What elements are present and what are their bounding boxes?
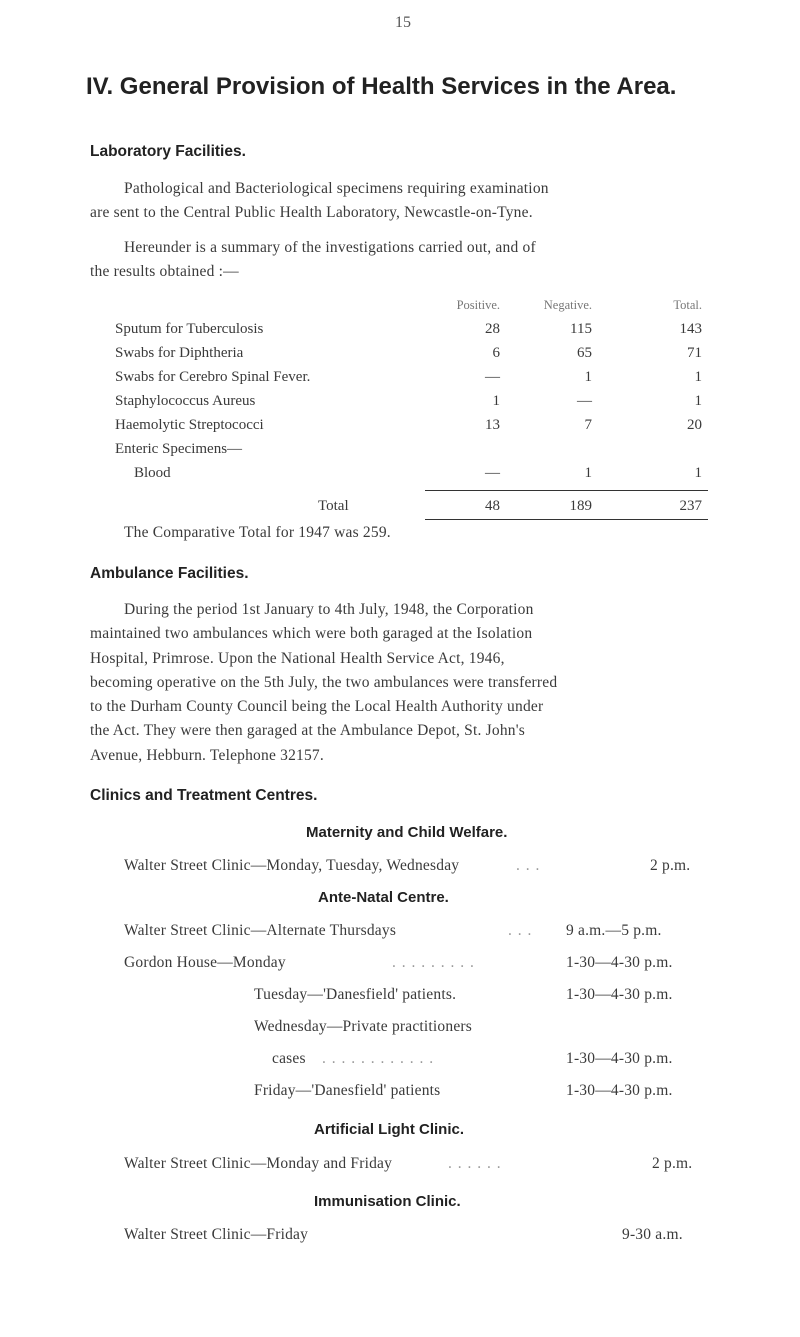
total-rule-bottom [425, 519, 708, 520]
leader-dots: . . . . . . . . . [392, 954, 475, 971]
leader-dots: . . . [508, 922, 533, 939]
table-cell-negative: — [577, 393, 592, 409]
ambulance-line: During the period 1st January to 4th July, 1948, the Corporation [124, 601, 534, 618]
table-cell-total: 1 [694, 369, 702, 385]
ambulance-line: the Act. They were then garaged at the Ambulance Depot, St. John's [90, 722, 525, 739]
maternity-time: 2 p.m. [650, 857, 691, 874]
antenatal-line: Friday—'Danesfield' patients [254, 1082, 441, 1099]
laboratory-heading: Laboratory Facilities. [90, 143, 246, 160]
table-cell-total: 143 [679, 321, 702, 337]
table-cell-positive: 13 [485, 417, 500, 433]
table-cell-positive: 28 [485, 321, 500, 337]
antenatal-line: Walter Street Clinic—Alternate Thursdays [124, 922, 397, 939]
table-row-label: Haemolytic Streptococci [115, 417, 264, 433]
table-cell-negative: 1 [584, 369, 592, 385]
antenatal-line: cases [272, 1050, 306, 1067]
col-positive: Positive. [456, 298, 500, 312]
col-negative: Negative. [543, 298, 592, 312]
table-row-label: Swabs for Diphtheria [115, 345, 244, 361]
antenatal-time: 1-30—4-30 p.m. [566, 1050, 673, 1067]
ambulance-line: maintained two ambulances which were both garaged at the Isolation [90, 625, 533, 642]
lab-para1-line1: Pathological and Bacteriological specimens requiring examination [124, 180, 549, 197]
maternity-heading: Maternity and Child Welfare. [306, 824, 508, 841]
total-negative: 189 [569, 498, 592, 514]
ambulance-heading: Ambulance Facilities. [90, 565, 249, 582]
table-cell-positive: — [485, 465, 500, 481]
lab-para2-line2: the results obtained :— [90, 263, 239, 280]
ambulance-line: becoming operative on the 5th July, the two ambulances were transferred [90, 674, 558, 691]
ambulance-line: Avenue, Hebburn. Telephone 32157. [90, 747, 324, 764]
immunisation-heading: Immunisation Clinic. [314, 1193, 461, 1210]
table-cell-total: 1 [694, 393, 702, 409]
antenatal-time: 1-30—4-30 p.m. [566, 1082, 673, 1099]
total-rule-top [425, 490, 708, 491]
leader-dots: . . . . . . . . . . . . [322, 1050, 435, 1067]
table-row-label: Swabs for Cerebro Spinal Fever. [115, 369, 311, 385]
leader-dots: . . . [516, 857, 541, 874]
table-cell-total: 1 [694, 465, 702, 481]
total-positive: 48 [485, 498, 500, 514]
table-row-label: Enteric Specimens— [115, 441, 243, 457]
col-total: Total. [673, 298, 702, 312]
table-cell-negative: 7 [584, 417, 592, 433]
page-number: 15 [395, 14, 411, 31]
leader-dots: . . . . . . [448, 1155, 502, 1172]
immunisation-line: Walter Street Clinic—Friday [124, 1226, 309, 1243]
lab-para2-line1: Hereunder is a summary of the investigations carried out, and of [124, 239, 536, 256]
table-cell-total: 20 [687, 417, 702, 433]
antenatal-heading: Ante-Natal Centre. [318, 889, 449, 906]
table-row-label: Sputum for Tuberculosis [115, 321, 264, 337]
lab-para1-line2: are sent to the Central Public Health Laboratory, Newcastle-on-Tyne. [90, 204, 533, 221]
antenatal-time: 9 a.m.—5 p.m. [566, 922, 662, 939]
table-cell-negative: 65 [577, 345, 592, 361]
clinics-heading: Clinics and Treatment Centres. [90, 787, 318, 804]
table-cell-total: 71 [687, 345, 702, 361]
table-cell-negative: 1 [584, 465, 592, 481]
antenatal-time: 1-30—4-30 p.m. [566, 954, 673, 971]
total-total: 237 [679, 498, 702, 514]
ambulance-line: to the Durham County Council being the Local Health Authority under [90, 698, 544, 715]
artificial-light-heading: Artificial Light Clinic. [314, 1121, 465, 1138]
table-cell-negative: 115 [570, 321, 592, 337]
table-cell-positive: 6 [492, 345, 500, 361]
table-cell-positive: 1 [492, 393, 500, 409]
table-row-label: Blood [134, 465, 171, 481]
total-label: Total [318, 498, 349, 514]
table-cell-positive: — [485, 369, 500, 385]
artificial-light-time: 2 p.m. [652, 1155, 693, 1172]
comparative-total: The Comparative Total for 1947 was 259. [124, 524, 391, 541]
antenatal-line: Wednesday—Private practitioners [254, 1018, 473, 1035]
antenatal-time: 1-30—4-30 p.m. [566, 986, 673, 1003]
ambulance-line: Hospital, Primrose. Upon the National Health Service Act, 1946, [90, 650, 505, 667]
artificial-light-line: Walter Street Clinic—Monday and Friday [124, 1155, 393, 1172]
antenatal-line: Gordon House—Monday [124, 954, 286, 971]
table-row-label: Staphylococcus Aureus [115, 393, 256, 409]
immunisation-time: 9-30 a.m. [622, 1226, 683, 1243]
antenatal-line: Tuesday—'Danesfield' patients. [254, 986, 457, 1003]
section-title: IV. General Provision of Health Services in the Area. [86, 73, 677, 100]
maternity-line: Walter Street Clinic—Monday, Tuesday, Wednesday [124, 857, 460, 874]
